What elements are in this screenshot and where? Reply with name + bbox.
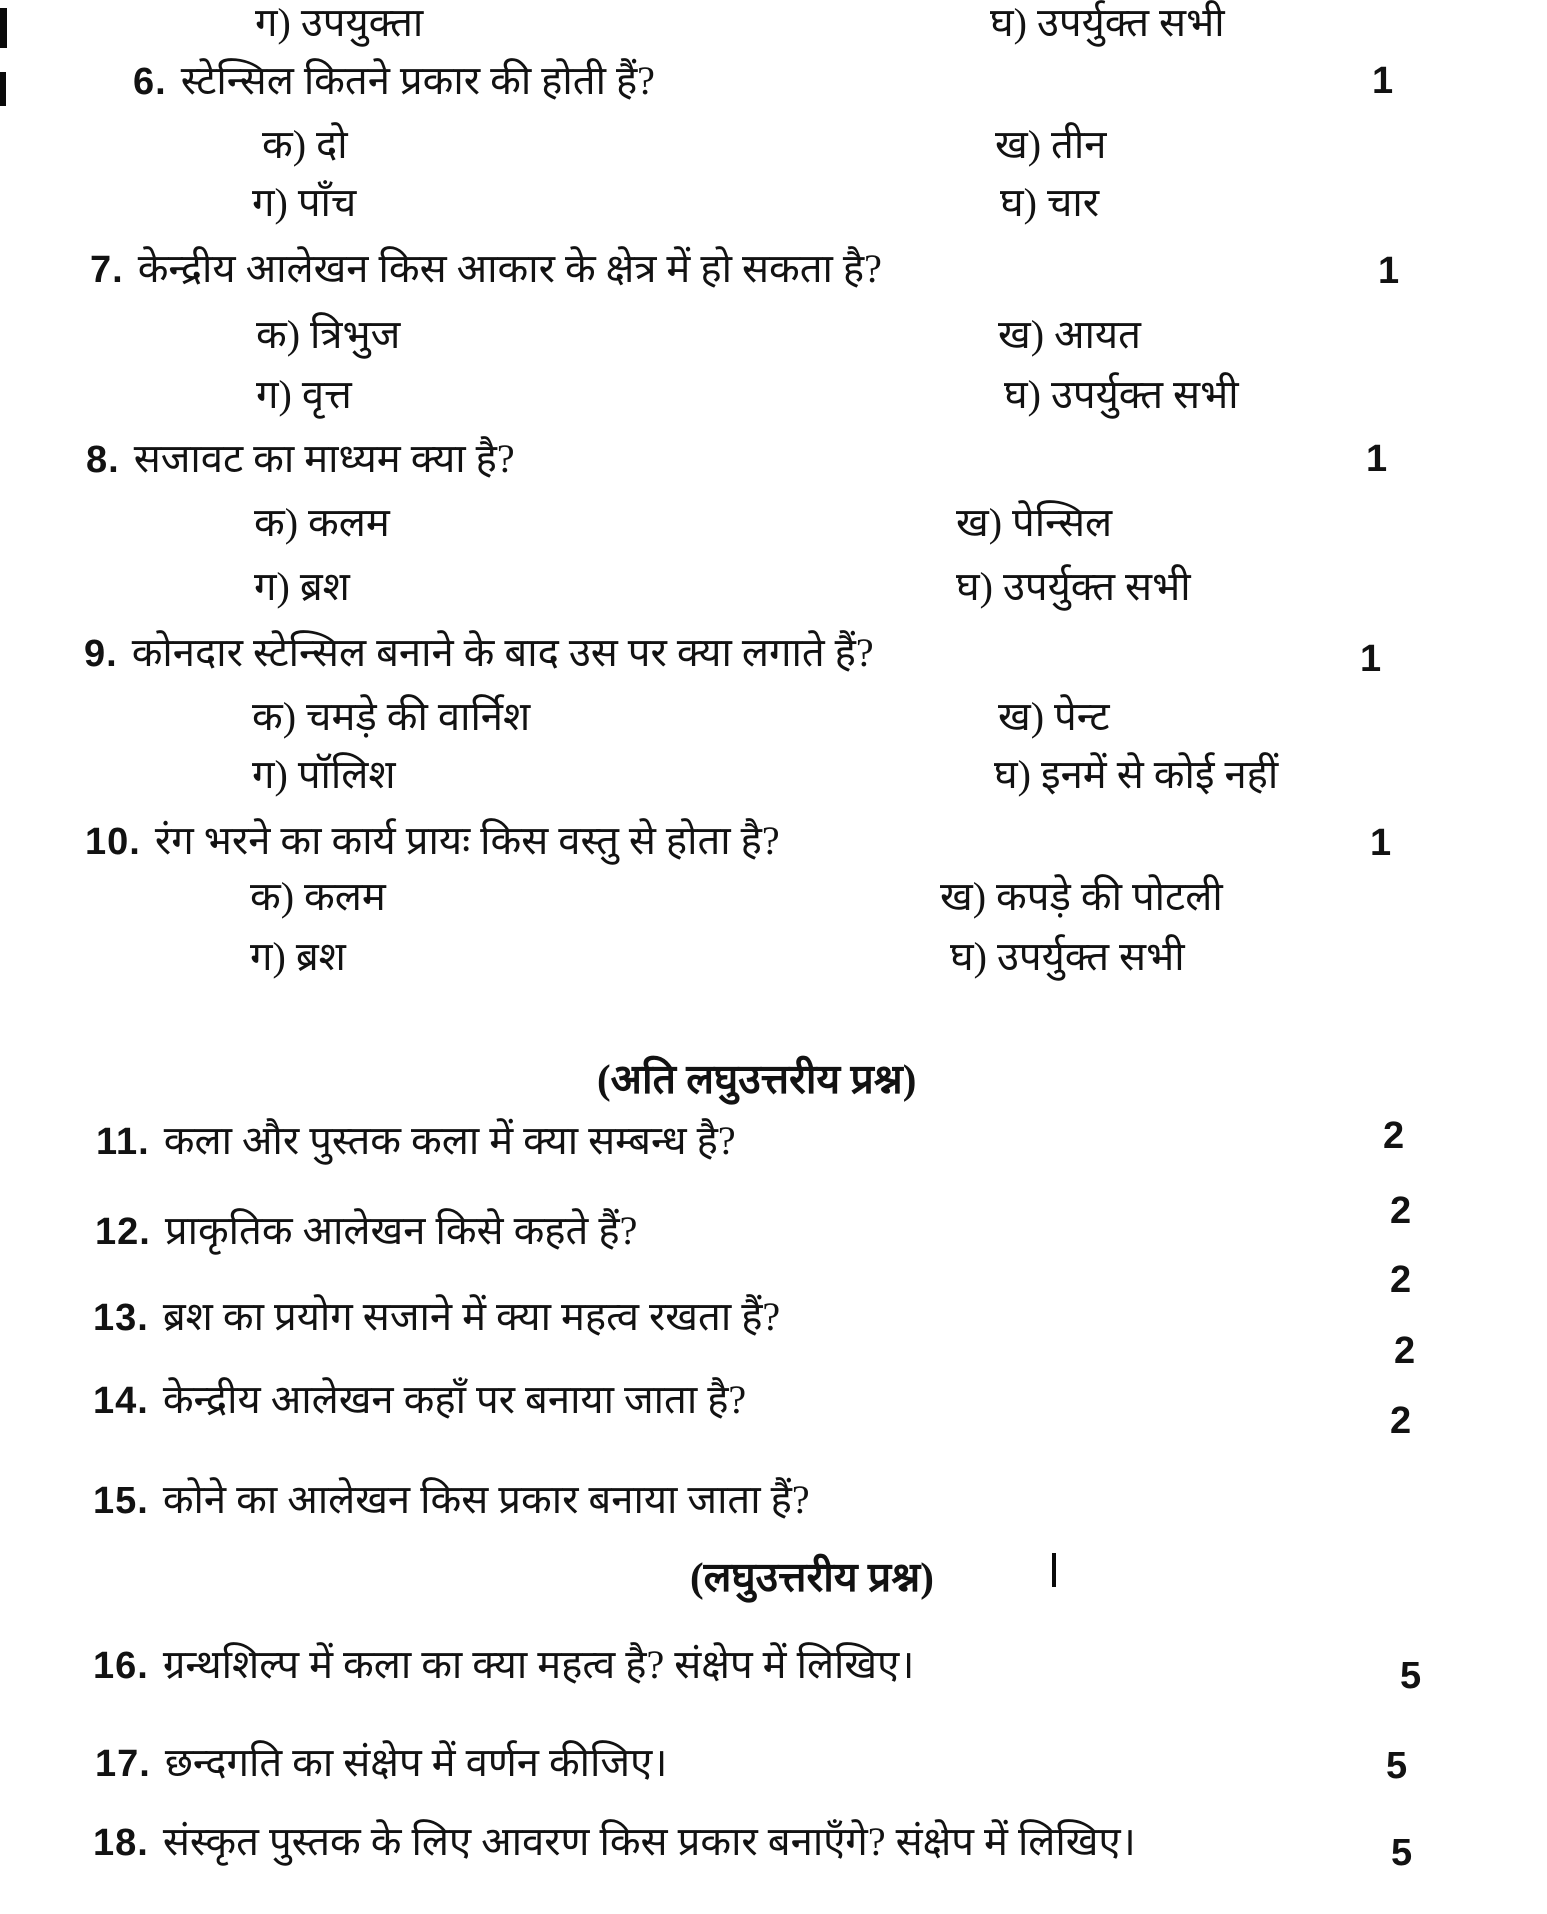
question-9-option-ka: क) चमड़े की वार्निश bbox=[252, 694, 531, 739]
question-8-text: सजावट का माध्यम क्या है? bbox=[133, 436, 515, 481]
section-heading-short-questions: (लघुउत्तरीय प्रश्न) bbox=[690, 1554, 934, 1600]
question-9-text: कोनदार स्टेन्सिल बनाने के बाद उस पर क्या लगाते हैं? bbox=[131, 630, 874, 675]
question-8-option-gha: घ) उपर्युक्त सभी bbox=[956, 564, 1191, 609]
question-6-option-gha: घ) चार bbox=[1000, 180, 1100, 225]
question-7-number: 7. bbox=[90, 249, 124, 291]
question-6-option-ka: क) दो bbox=[262, 122, 348, 167]
question-14-text: केन्द्रीय आलेखन कहाँ पर बनाया जाता है? bbox=[162, 1377, 747, 1422]
question-7-marks: 1 bbox=[1378, 250, 1400, 292]
question-11-number: 11. bbox=[96, 1121, 150, 1163]
question-7-option-ga: ग) वृत्त bbox=[256, 372, 352, 417]
prev-question-option-gha: घ) उपर्युक्त सभी bbox=[990, 0, 1225, 45]
question-16 bbox=[93, 1642, 914, 1689]
question-10 bbox=[85, 818, 780, 865]
question-6-marks: 1 bbox=[1372, 60, 1394, 102]
question-7-option-gha: घ) उपर्युक्त सभी bbox=[1004, 372, 1239, 417]
question-12-text: प्राकृतिक आलेखन किसे कहते हैं? bbox=[164, 1208, 638, 1253]
question-18-number: 18. bbox=[93, 1822, 149, 1864]
question-8-marks: 1 bbox=[1366, 438, 1388, 480]
question-7 bbox=[90, 246, 882, 293]
question-6-number: 6. bbox=[133, 61, 167, 103]
question-10-option-kha: ख) कपड़े की पोटली bbox=[940, 874, 1223, 919]
scan-artifact bbox=[1052, 1553, 1056, 1587]
question-15 bbox=[93, 1477, 810, 1524]
question-6-text: स्टेन्सिल कितने प्रकार की होती हैं? bbox=[180, 58, 655, 103]
question-18-marks: 5 bbox=[1391, 1832, 1413, 1874]
question-10-option-gha: घ) उपर्युक्त सभी bbox=[950, 934, 1185, 979]
prev-question-option-ga: ग) उपयुक्ता bbox=[255, 0, 424, 45]
question-11 bbox=[96, 1118, 736, 1165]
question-13-text: ब्रश का प्रयोग सजाने में क्या महत्व रखता हैं? bbox=[162, 1294, 781, 1339]
question-15-text: कोने का आलेखन किस प्रकार बनाया जाता हैं? bbox=[162, 1477, 810, 1522]
question-13 bbox=[93, 1294, 780, 1341]
question-6 bbox=[133, 58, 655, 105]
question-8 bbox=[86, 436, 515, 483]
question-10-marks: 1 bbox=[1370, 822, 1392, 864]
question-6-option-ga: ग) पाँच bbox=[252, 180, 357, 225]
question-17 bbox=[95, 1740, 667, 1787]
question-9-marks: 1 bbox=[1360, 638, 1382, 680]
question-9-option-ga: ग) पॉलिश bbox=[252, 752, 396, 797]
question-12-number: 12. bbox=[95, 1211, 151, 1253]
question-10-option-ka: क) कलम bbox=[250, 874, 386, 919]
question-9-option-kha: ख) पेन्ट bbox=[998, 694, 1110, 739]
question-17-text: छन्दगति का संक्षेप में वर्णन कीजिए। bbox=[164, 1740, 668, 1785]
section-heading-very-short-questions: (अति लघुउत्तरीय प्रश्न) bbox=[597, 1056, 917, 1102]
question-8-option-ga: ग) ब्रश bbox=[254, 564, 350, 609]
question-8-option-ka: क) कलम bbox=[254, 500, 390, 545]
question-11-text: कला और पुस्तक कला में क्या सम्बन्ध है? bbox=[163, 1118, 736, 1163]
question-15-number: 15. bbox=[93, 1480, 149, 1522]
question-14-number: 14. bbox=[93, 1380, 149, 1422]
question-16-marks: 5 bbox=[1400, 1655, 1422, 1697]
question-9 bbox=[84, 630, 874, 677]
question-16-number: 16. bbox=[93, 1645, 149, 1687]
question-17-marks: 5 bbox=[1386, 1745, 1408, 1787]
question-11-marks: 2 bbox=[1383, 1115, 1405, 1157]
question-7-option-kha: ख) आयत bbox=[998, 312, 1141, 357]
question-13-number: 13. bbox=[93, 1297, 149, 1339]
question-14-marks: 2 bbox=[1394, 1330, 1416, 1372]
scan-artifact bbox=[0, 8, 7, 48]
question-10-number: 10. bbox=[85, 821, 141, 863]
question-7-text: केन्द्रीय आलेखन किस आकार के क्षेत्र में हो सकता है? bbox=[137, 246, 882, 291]
question-15-marks: 2 bbox=[1390, 1400, 1412, 1442]
question-18 bbox=[93, 1819, 1136, 1866]
question-12-marks: 2 bbox=[1390, 1190, 1412, 1232]
question-9-number: 9. bbox=[84, 633, 118, 675]
question-10-option-ga: ग) ब्रश bbox=[250, 934, 346, 979]
question-12 bbox=[95, 1208, 637, 1255]
question-6-option-kha: ख) तीन bbox=[995, 122, 1107, 167]
question-7-option-ka: क) त्रिभुज bbox=[256, 312, 401, 357]
question-14 bbox=[93, 1377, 746, 1424]
question-16-text: ग्रन्थशिल्प में कला का क्या महत्व है? संक्षेप में लिखिए। bbox=[162, 1642, 915, 1687]
question-8-option-kha: ख) पेन्सिल bbox=[956, 500, 1113, 545]
question-10-text: रंग भरने का कार्य प्रायः किस वस्तु से होता है? bbox=[154, 818, 780, 863]
scan-artifact bbox=[0, 72, 6, 106]
question-18-text: संस्कृत पुस्तक के लिए आवरण किस प्रकार बनाएँगे? संक्षेप में लिखिए। bbox=[162, 1819, 1136, 1864]
question-17-number: 17. bbox=[95, 1743, 151, 1785]
question-9-option-gha: घ) इनमें से कोई नहीं bbox=[994, 752, 1279, 797]
question-13-marks: 2 bbox=[1390, 1259, 1412, 1301]
question-8-number: 8. bbox=[86, 439, 120, 481]
